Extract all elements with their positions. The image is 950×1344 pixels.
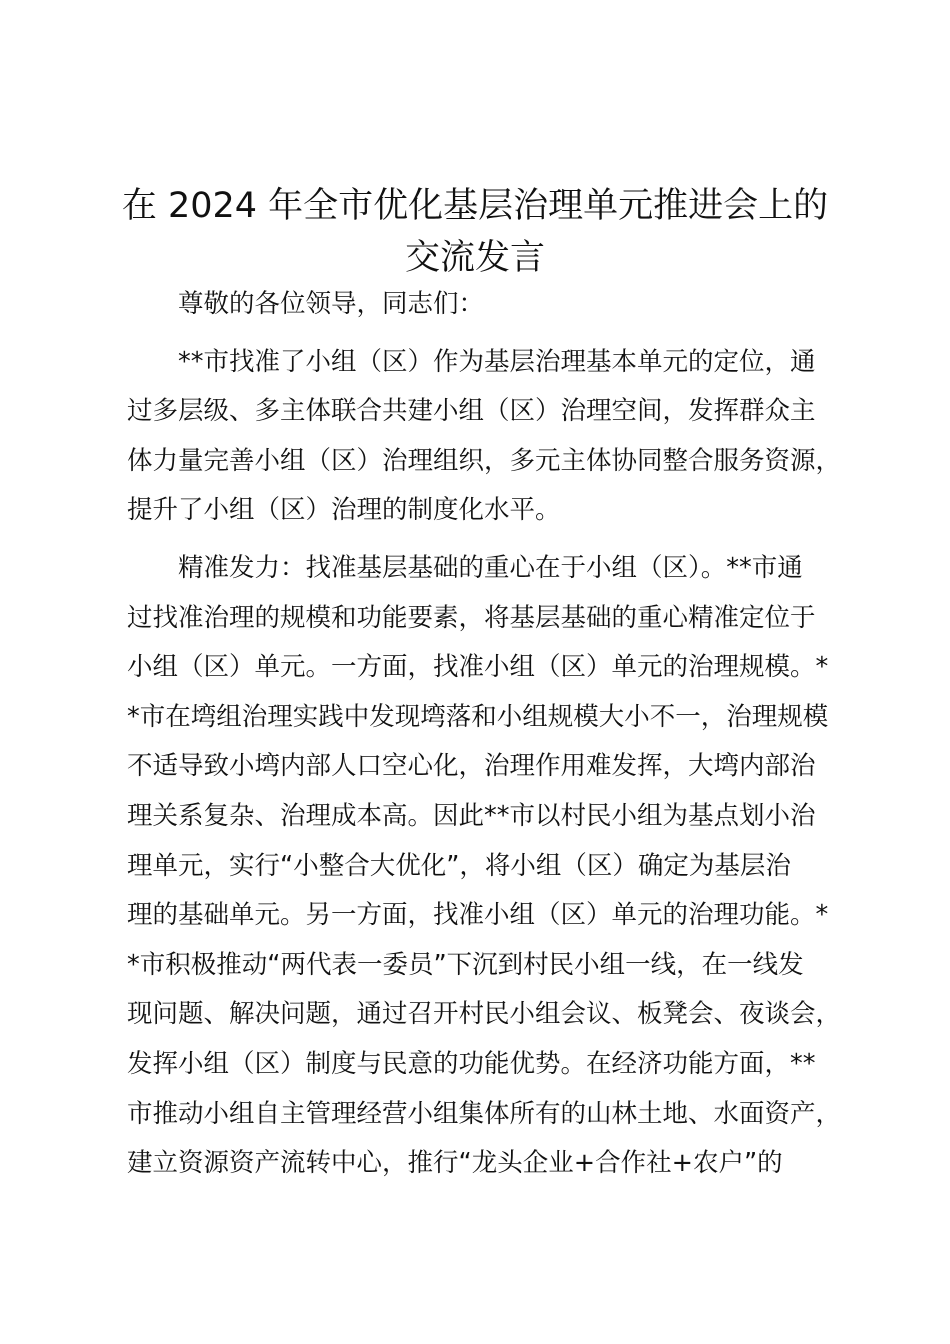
paragraph-line: 建立资源资产流转中心，推行“龙头企业+合作社+农户”的 (127, 1148, 783, 1179)
paragraph-line: 理的基础单元。另一方面，找准小组（区）单元的治理功能。* (127, 900, 829, 931)
paragraph-line: 小组（区）单元。一方面，找准小组（区）单元的治理规模。* (127, 652, 829, 683)
paragraph-line: 尊敬的各位领导，同志们： (178, 289, 485, 319)
paragraph-line: 现问题、解决问题，通过召开村民小组会议、板凳会、夜谈会， (127, 999, 842, 1030)
body-paragraph (127, 544, 867, 1189)
paragraph-line: 精准发力：找准基层基础的重心在于小组（区）。**市通 (178, 552, 803, 583)
paragraph-line: 过多层级、多主体联合共建小组（区）治理空间，发挥群众主 (127, 396, 816, 427)
document-body (127, 280, 867, 1189)
title-line-2: 交流发言 (404, 238, 545, 278)
document-title (100, 180, 850, 284)
paragraph-line: 市推动小组自主管理经营小组集体所有的山林土地、水面资产， (127, 1098, 842, 1129)
paragraph-line: 过找准治理的规模和功能要素，将基层基础的重心精准定位于 (127, 602, 816, 633)
title-line-1: 在 2024 年全市优化基层治理单元推进会上的 (121, 186, 829, 226)
salutation-paragraph (127, 280, 867, 330)
paragraph-line: 发挥小组（区）制度与民意的功能优势。在经济功能方面，** (127, 1048, 816, 1079)
paragraph-line: **市找准了小组（区）作为基层治理基本单元的定位，通 (178, 346, 816, 377)
paragraph-line: 体力量完善小组（区）治理组织，多元主体协同整合服务资源， (127, 445, 842, 476)
paragraph-line: 提升了小组（区）治理的制度化水平。 (127, 495, 561, 526)
paragraph-line: 理关系复杂、治理成本高。因此**市以村民小组为基点划小治 (127, 800, 816, 831)
paragraph-line: 不适导致小塆内部人口空心化，治理作用难发挥，大塆内部治 (127, 751, 816, 782)
paragraph-line: 理单元，实行“小整合大优化”，将小组（区）确定为基层治 (127, 850, 791, 881)
paragraph-line: *市积极推动“两代表一委员”下沉到村民小组一线，在一线发 (127, 949, 804, 980)
paragraph-line: *市在塆组治理实践中发现塆落和小组规模大小不一，治理规模 (127, 701, 829, 732)
intro-paragraph (127, 338, 867, 536)
